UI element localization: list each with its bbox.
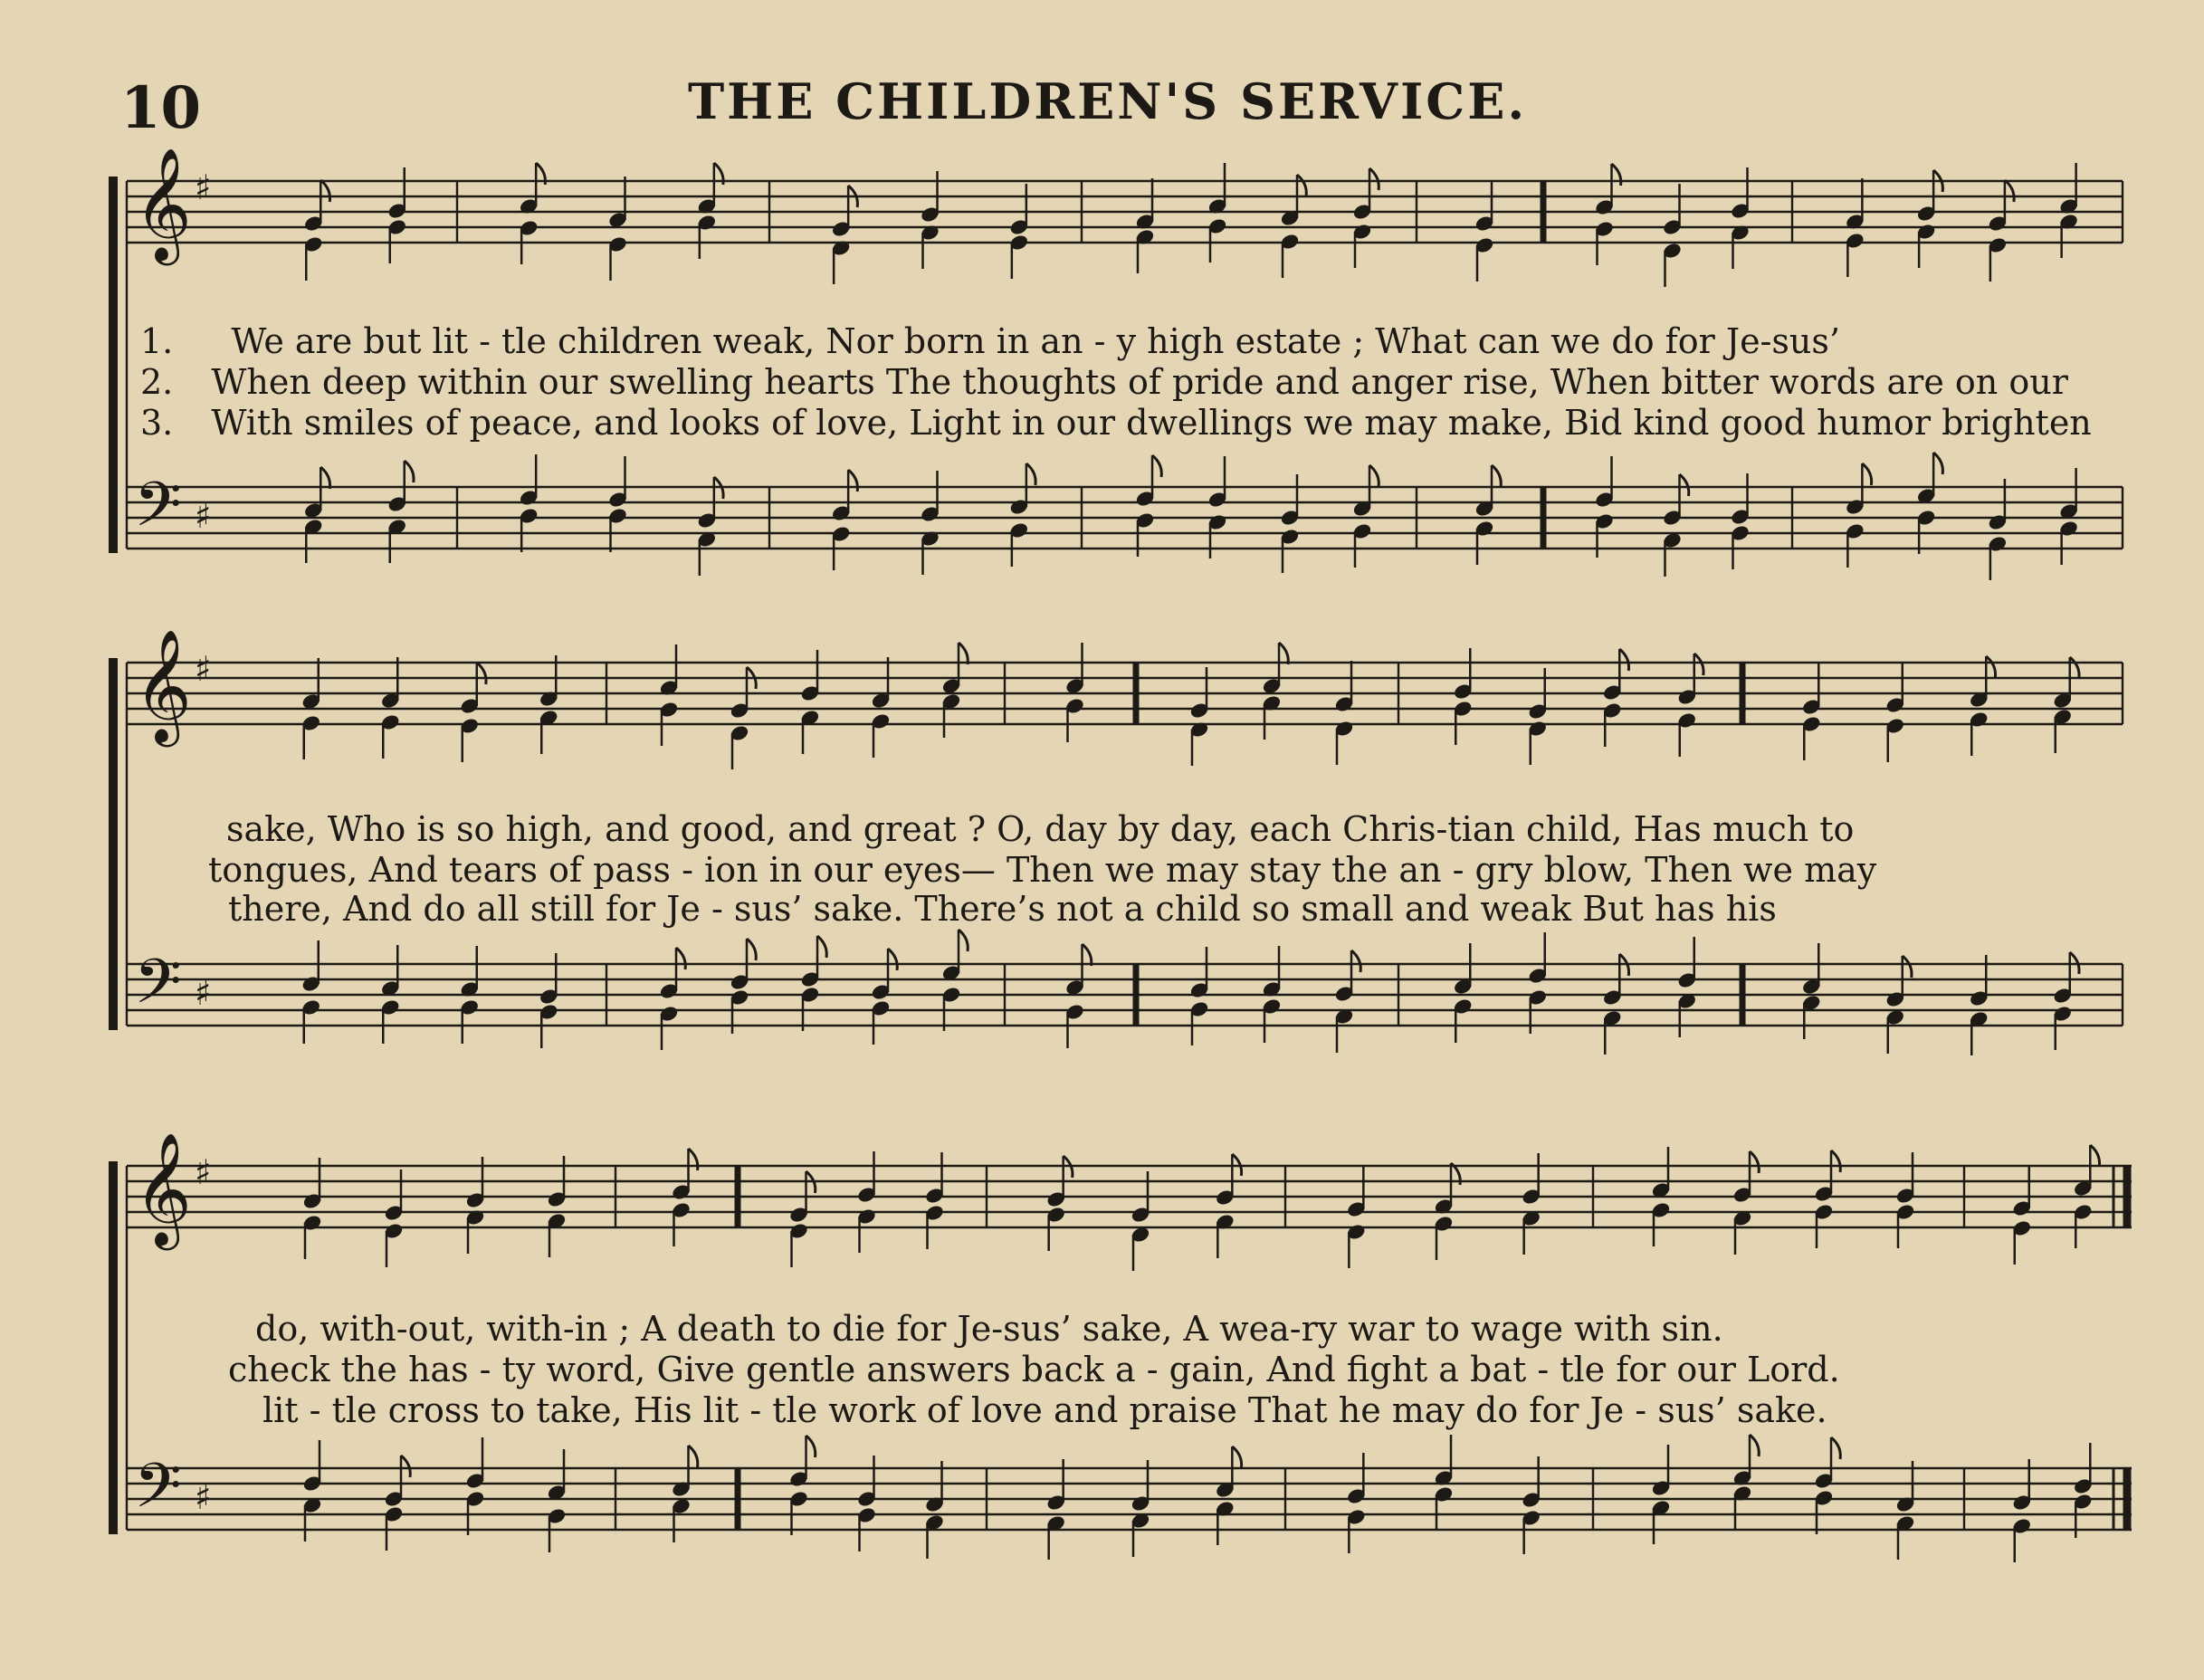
- verse-number: 2.: [140, 362, 174, 402]
- bass-clef-icon: 𝄢: [134, 947, 182, 1033]
- treble-clef-icon: 𝄞: [134, 629, 192, 742]
- note-flag: [1750, 1435, 1759, 1456]
- treble-clef-icon: 𝄞: [134, 148, 192, 261]
- note-flag: [747, 939, 756, 960]
- note-flag: [1083, 944, 1092, 966]
- note-flag: [1619, 649, 1628, 671]
- sharp-icon: ♯: [195, 1152, 212, 1192]
- note-flag: [1279, 643, 1288, 664]
- note-flag: [1297, 175, 1306, 196]
- note-flag: [401, 1456, 410, 1477]
- lyric-line: tongues, And tears of pass - ion in our eyes— Then we may stay the an - gry blow, Then we may: [208, 850, 1877, 890]
- note-flag: [848, 470, 857, 492]
- note-flag: [1492, 465, 1501, 487]
- note-flag: [1232, 1446, 1241, 1468]
- note-flag: [817, 936, 826, 958]
- note-flag: [959, 643, 968, 664]
- sharp-icon: ♯: [195, 496, 212, 536]
- note-flag: [320, 180, 329, 202]
- note-flag: [1831, 1437, 1840, 1459]
- lyric-line: do, with-out, with-in ; A death to die for Je-sus’ sake, A wea-ry war to wage with sin.: [255, 1309, 1723, 1349]
- note-flag: [1694, 654, 1703, 675]
- note-flag: [1152, 455, 1161, 477]
- bass-clef-icon: 𝄢: [134, 1451, 182, 1537]
- sharp-icon: ♯: [195, 167, 212, 207]
- lyric-line: sake, Who is so high, and good, and great ? O, day by day, each Chris-tian child, Has much to: [226, 809, 1855, 849]
- lyric-text: With smiles of peace, and looks of love, Light in our dwellings we may make, Bid kind good humor brighten: [211, 403, 2092, 443]
- verse-number: 1.: [140, 321, 174, 361]
- note-flag: [1933, 453, 1942, 474]
- sharp-icon: ♯: [195, 1477, 212, 1517]
- lyric-line: lit - tle cross to take, His lit - tle work of love and praise That he may do for Je - sus’ sake.: [262, 1390, 1827, 1430]
- lyric-line: [140, 362, 2068, 402]
- note-flag: [1862, 463, 1871, 485]
- note-flag: [1750, 1151, 1759, 1173]
- note-flag: [689, 1149, 698, 1170]
- note-flag: [1369, 168, 1379, 190]
- note-flag: [1680, 474, 1689, 496]
- note-flag: [2070, 657, 2079, 679]
- lyric-text: We are but lit - tle children weak, Nor born in an - y high estate ; What can we do for Je-sus’: [231, 321, 1840, 361]
- lyric-line: check the has - ty word, Give gentle answers back a - gain, And fight a bat - tle for our Lord.: [228, 1350, 1840, 1389]
- page-title: THE CHILDREN'S SERVICE.: [688, 72, 1528, 130]
- note-flag: [2090, 1145, 2099, 1167]
- verse-number: 3.: [140, 403, 174, 443]
- note-flag: [1351, 950, 1360, 972]
- note-flag: [1612, 164, 1621, 186]
- note-flag: [477, 663, 486, 684]
- note-flag: [1831, 1150, 1840, 1172]
- sharp-icon: ♯: [195, 973, 212, 1013]
- lyric-line: [140, 321, 1840, 361]
- note-flag: [2005, 180, 2014, 202]
- note-flag: [1369, 465, 1379, 487]
- note-flag: [888, 949, 897, 970]
- lyric-line: there, And do all still for Je - sus’ sake. There’s not a child so small and weak But has his: [228, 889, 1777, 929]
- lyric-line: [140, 403, 2092, 443]
- bass-clef-icon: 𝄢: [134, 470, 182, 556]
- treble-clef-icon: 𝄞: [134, 1132, 192, 1246]
- note-flag: [676, 948, 685, 969]
- note-flag: [320, 467, 329, 489]
- note-flag: [1986, 656, 1995, 678]
- note-flag: [959, 930, 968, 951]
- page-number: 10: [120, 74, 202, 142]
- sharp-icon: ♯: [195, 649, 212, 689]
- lyric-text: When deep within our swelling hearts The thoughts of pride and anger rise, When bitter words are on our: [211, 362, 2068, 402]
- note-flag: [806, 1436, 816, 1457]
- note-flag: [1026, 463, 1035, 485]
- note-flag: [689, 1446, 698, 1467]
- note-flag: [405, 461, 414, 482]
- note-flag: [1903, 956, 1912, 978]
